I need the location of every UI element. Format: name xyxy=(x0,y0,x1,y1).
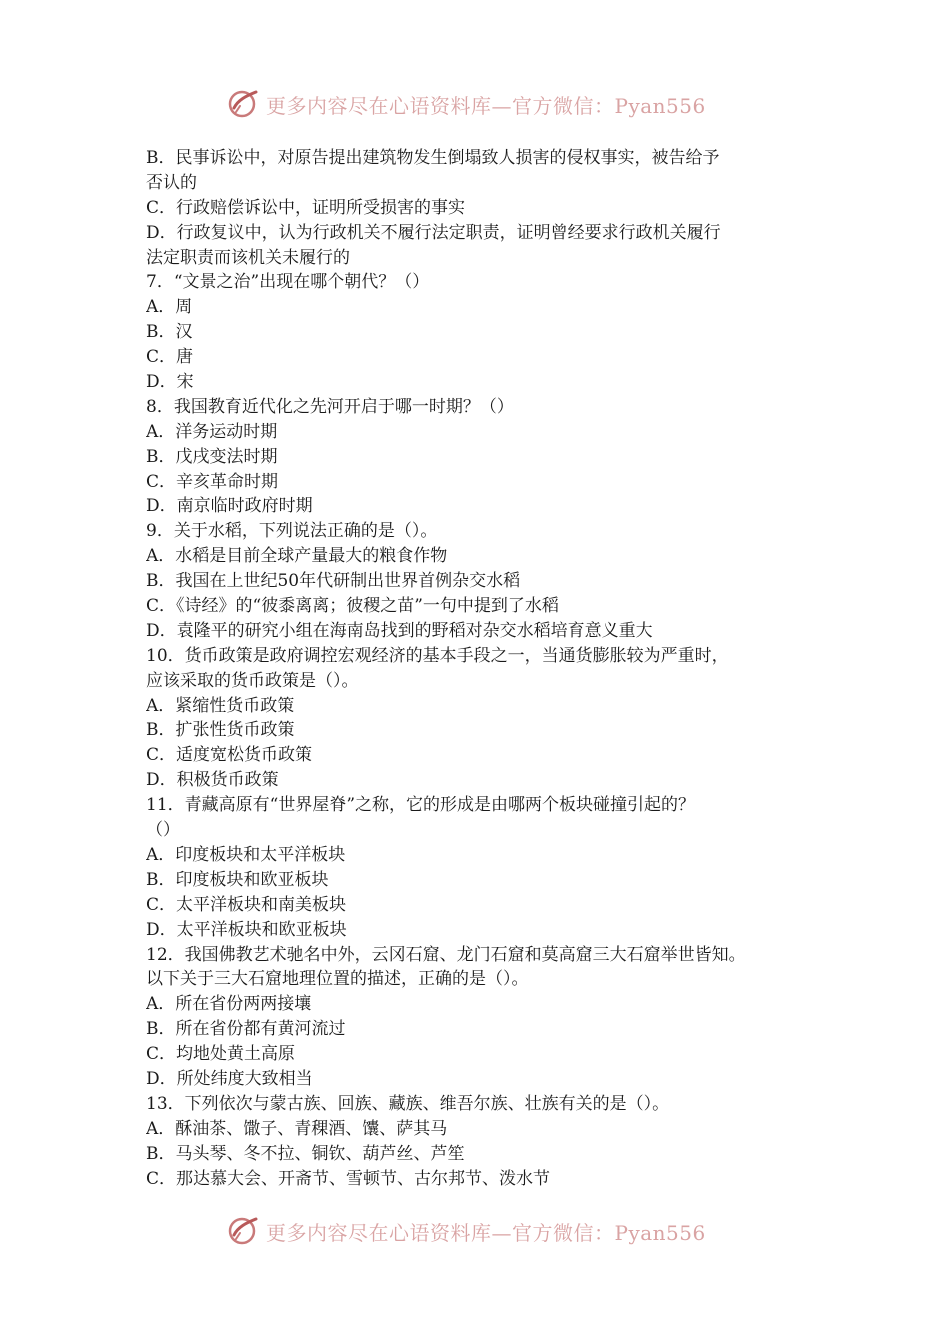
pen-logo-icon xyxy=(226,86,262,122)
text-line: D．行政复议中，认为行政机关不履行法定职责，证明曾经要求行政机关履行 xyxy=(146,222,721,243)
banner-text: 更多内容尽在心语资料库—官方微信：Pyan556 xyxy=(266,1220,706,1245)
option-line: C．辛亥革命时期 xyxy=(146,471,279,492)
question-line: 8．我国教育近代化之先河开启于哪一时期？（） xyxy=(146,396,514,417)
option-line: C．太平洋板块和南美板块 xyxy=(146,894,347,915)
footer-banner xyxy=(226,1211,726,1251)
option-line: D．宋 xyxy=(146,372,194,393)
text-line: B．民事诉讼中，对原告提出建筑物发生倒塌致人损害的侵权事实，被告给予 xyxy=(146,148,720,168)
header-banner xyxy=(226,84,726,124)
text-line: C．行政赔偿诉讼中，证明所受损害的事实 xyxy=(146,197,466,218)
question-line: 11．青藏高原有“世界屋脊”之称，它的形成是由哪两个板块碰撞引起的？ xyxy=(146,795,696,816)
text-line: 法定职责而该机关未履行的 xyxy=(146,247,350,268)
pen-logo-icon xyxy=(226,1213,262,1249)
option-line: A．周 xyxy=(146,297,193,318)
option-line: A．所在省份两两接壤 xyxy=(146,994,312,1015)
option-line: B．我国在上世纪50年代研制出世界首例杂交水稻 xyxy=(146,571,521,592)
option-line: B．马头琴、冬不拉、铜钦、葫芦丝、芦笙 xyxy=(146,1143,465,1164)
option-line: B．戊戌变法时期 xyxy=(146,446,278,467)
option-line: C．那达慕大会、开斋节、雪顿节、古尔邦节、泼水节 xyxy=(146,1168,551,1189)
question-line: 9．关于水稻，下列说法正确的是（）。 xyxy=(146,521,438,542)
option-line: D．南京临时政府时期 xyxy=(146,496,313,517)
option-line: D．袁隆平的研究小组在海南岛找到的野稻对杂交水稻培育意义重大 xyxy=(146,620,653,641)
option-line: B．汉 xyxy=(146,322,193,343)
option-line: C．《诗经》的“彼黍离离；彼稷之苗”一句中提到了水稻 xyxy=(146,596,559,617)
question-line: 7．“文景之治”出现在哪个朝代？（） xyxy=(146,272,430,293)
text-line: 应该采取的货币政策是（）。 xyxy=(146,670,359,691)
option-line: B．扩张性货币政策 xyxy=(146,720,295,741)
option-line: A．印度板块和太平洋板块 xyxy=(146,844,346,865)
text-line: 否认的 xyxy=(146,172,197,193)
question-text xyxy=(146,146,826,1191)
option-line: A．酥油茶、馓子、青稞酒、馕、萨其马 xyxy=(146,1118,448,1139)
option-line: A．紧缩性货币政策 xyxy=(146,695,295,716)
option-line: C．均地处黄土高原 xyxy=(146,1044,296,1065)
option-line: B．所在省份都有黄河流过 xyxy=(146,1019,346,1040)
text-line: 以下关于三大石窟地理位置的描述，正确的是（）。 xyxy=(146,969,529,990)
option-line: D．积极货币政策 xyxy=(146,770,279,791)
option-line: A．水稻是目前全球产量最大的粮食作物 xyxy=(146,546,448,567)
question-line: 10．货币政策是政府调控宏观经济的基本手段之一，当通货膨胀较为严重时， xyxy=(146,645,729,666)
question-line: 12．我国佛教艺术驰名中外，云冈石窟、龙门石窟和莫高窟三大石窟举世皆知。 xyxy=(146,944,746,965)
option-line: D．所处纬度大致相当 xyxy=(146,1068,313,1089)
option-line: D．太平洋板块和欧亚板块 xyxy=(146,919,347,940)
option-line: C．适度宽松货币政策 xyxy=(146,745,313,766)
option-line: B．印度板块和欧亚板块 xyxy=(146,869,329,890)
banner-text: 更多内容尽在心语资料库—官方微信：Pyan556 xyxy=(266,93,706,118)
text-line: （） xyxy=(146,820,180,841)
option-line: C．唐 xyxy=(146,347,194,368)
question-line: 13．下列依次与蒙古族、回族、藏族、维吾尔族、壮族有关的是（）。 xyxy=(146,1093,670,1114)
option-line: A．洋务运动时期 xyxy=(146,421,278,442)
